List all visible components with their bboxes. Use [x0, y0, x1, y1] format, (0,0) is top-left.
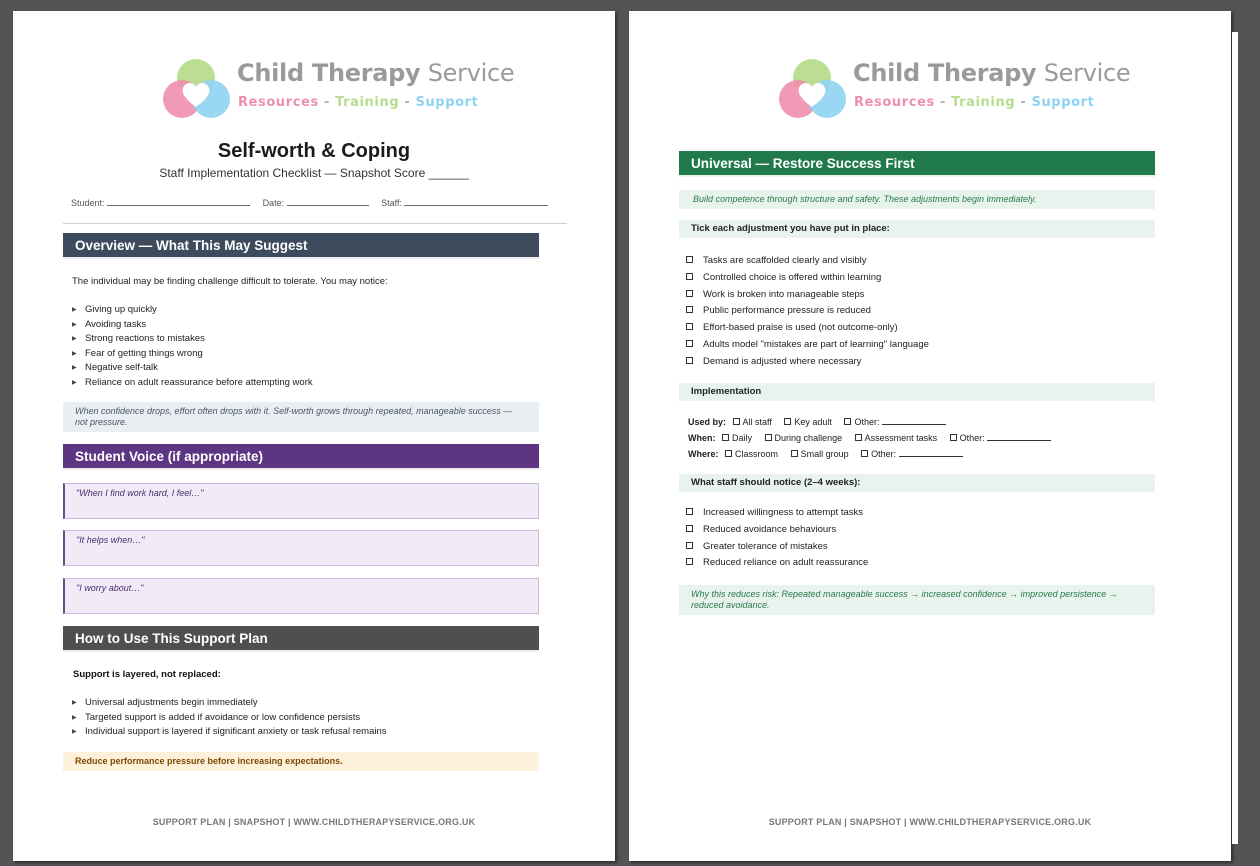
checkbox-icon[interactable] — [686, 357, 693, 364]
implementation-label: Implementation — [679, 383, 1155, 401]
list-item: ▶ Avoiding tasks — [72, 318, 313, 333]
document-page-1 — [13, 11, 615, 861]
voice-prompt-box[interactable]: "I worry about…" — [63, 578, 539, 614]
where-row — [688, 449, 973, 459]
bullet-icon: ▶ — [72, 365, 77, 371]
checkbox-icon[interactable] — [686, 542, 693, 549]
checkbox-icon[interactable] — [765, 434, 772, 441]
overview-heading: Overview — What This May Suggest — [63, 233, 539, 259]
checklist-item[interactable]: Reduced reliance on adult reassurance — [686, 555, 868, 572]
bullet-icon: ▶ — [72, 350, 77, 357]
checkbox-icon[interactable] — [686, 256, 693, 263]
option-all-staff[interactable]: All staff — [733, 417, 772, 427]
list-item: ▶ Giving up quickly — [72, 303, 313, 318]
brand-logo — [777, 55, 1131, 121]
checkbox-icon[interactable] — [686, 273, 693, 280]
page-footer: SUPPORT PLAN | SNAPSHOT | WWW.CHILDTHERAPYSERVICE.ORG.UK — [152, 817, 476, 827]
heart-circles-icon — [777, 55, 847, 121]
checkbox-icon[interactable] — [686, 323, 693, 330]
date-field[interactable] — [287, 197, 369, 206]
checklist-item[interactable]: Adults model "mistakes are part of learning" language — [686, 337, 929, 354]
checkbox-icon[interactable] — [686, 525, 693, 532]
overview-intro: The individual may be finding challenge difficult to tolerate. You may notice: — [72, 276, 388, 287]
other-field[interactable] — [987, 433, 1051, 441]
page-footer: SUPPORT PLAN | SNAPSHOT | WWW.CHILDTHERAPYSERVICE.ORG.UK — [768, 817, 1092, 827]
list-item: ▶ Negative self-talk — [72, 361, 313, 376]
brand-tagline: Resources - Training - Support — [854, 95, 1095, 110]
brand-title: Child Therapy Service — [237, 59, 515, 87]
risk-note: Why this reduces risk: Repeated manageable success → increased confidence → improved persistence → reduced avoidance. — [679, 585, 1155, 615]
option-daily[interactable]: Daily — [722, 433, 752, 443]
list-item: ▶ Reliance on adult reassurance before attempting work — [72, 376, 313, 391]
checklist-item[interactable]: Effort-based praise is used (not outcome-only) — [686, 320, 929, 337]
brand-tagline: Resources - Training - Support — [238, 95, 479, 110]
checklist-item[interactable]: Demand is adjusted where necessary — [686, 354, 929, 371]
next-page-edge — [1232, 32, 1238, 844]
option-during-challenge[interactable]: During challenge — [765, 433, 843, 443]
notice-checklist — [686, 505, 868, 572]
notice-label: What staff should notice (2–4 weeks): — [679, 474, 1155, 492]
meta-fields — [71, 197, 558, 208]
staff-label: Staff: — [381, 198, 402, 208]
option-other[interactable]: Other: — [861, 449, 963, 459]
checkbox-icon[interactable] — [784, 418, 791, 425]
checkbox-icon[interactable] — [791, 450, 798, 457]
bullet-icon: ▶ — [72, 714, 77, 721]
where-label: Where: — [688, 449, 719, 459]
option-key-adult[interactable]: Key adult — [784, 417, 832, 427]
other-field[interactable] — [899, 449, 963, 457]
checkbox-icon[interactable] — [844, 418, 851, 425]
used-by-label: Used by: — [688, 417, 727, 427]
list-item: ▶ Individual support is layered if significant anxiety or task refusal remains — [72, 725, 387, 740]
student-field[interactable] — [107, 197, 250, 206]
student-voice-heading: Student Voice (if appropriate) — [63, 444, 539, 470]
option-small-group[interactable]: Small group — [791, 449, 849, 459]
when-row — [688, 433, 1061, 443]
document-subtitle: Staff Implementation Checklist — Snapshot Score ______ — [159, 166, 469, 180]
how-to-note: Reduce performance pressure before increasing expectations. — [63, 752, 539, 771]
bullet-icon: ▶ — [72, 700, 77, 706]
used-by-row — [688, 417, 956, 427]
adjustments-checklist — [686, 253, 929, 371]
checklist-item[interactable]: Tasks are scaffolded clearly and visibly — [686, 253, 929, 270]
checkbox-icon[interactable] — [733, 418, 740, 425]
divider — [63, 223, 567, 224]
checkbox-icon[interactable] — [722, 434, 729, 441]
checkbox-icon[interactable] — [725, 450, 732, 457]
checkbox-icon[interactable] — [861, 450, 868, 457]
how-to-list — [72, 696, 387, 740]
checkbox-icon[interactable] — [686, 508, 693, 515]
tick-label: Tick each adjustment you have put in place: — [679, 220, 1155, 238]
checklist-item[interactable]: Controlled choice is offered within learning — [686, 270, 929, 287]
date-label: Date: — [262, 198, 285, 208]
checkbox-icon[interactable] — [686, 558, 693, 565]
universal-intro-note: Build competence through structure and safety. These adjustments begin immediately. — [679, 190, 1155, 209]
document-page-2 — [629, 11, 1231, 861]
bullet-icon: ▶ — [72, 729, 77, 735]
list-item: ▶ Strong reactions to mistakes — [72, 332, 313, 347]
how-to-heading: How to Use This Support Plan — [63, 626, 539, 652]
brand-logo — [161, 55, 515, 121]
option-other[interactable]: Other: — [844, 417, 946, 427]
checklist-item[interactable]: Reduced avoidance behaviours — [686, 522, 868, 539]
checkbox-icon[interactable] — [855, 434, 862, 441]
other-field[interactable] — [882, 417, 946, 425]
checkbox-icon[interactable] — [686, 340, 693, 347]
heart-circles-icon — [161, 55, 231, 121]
option-assessment-tasks[interactable]: Assessment tasks — [855, 433, 938, 443]
bullet-icon: ▶ — [72, 307, 77, 313]
list-item: ▶ Universal adjustments begin immediately — [72, 696, 387, 711]
list-item: ▶ Fear of getting things wrong — [72, 347, 313, 362]
student-label: Student: — [71, 198, 105, 208]
option-other[interactable]: Other: — [950, 433, 1052, 443]
overview-list — [72, 303, 313, 390]
bullet-icon: ▶ — [72, 379, 77, 386]
checkbox-icon[interactable] — [686, 306, 693, 313]
option-classroom[interactable]: Classroom — [725, 449, 778, 459]
when-label: When: — [688, 433, 716, 443]
list-item: ▶ Targeted support is added if avoidance or low confidence persists — [72, 711, 387, 726]
checklist-item[interactable]: Increased willingness to attempt tasks — [686, 505, 868, 522]
bullet-icon: ▶ — [72, 321, 77, 328]
universal-heading: Universal — Restore Success First — [679, 151, 1155, 177]
bullet-icon: ▶ — [72, 336, 77, 342]
how-to-lead: Support is layered, not replaced: — [73, 669, 221, 680]
checkbox-icon[interactable] — [686, 290, 693, 297]
staff-field[interactable] — [404, 197, 548, 206]
checklist-item[interactable]: Work is broken into manageable steps — [686, 287, 929, 304]
checkbox-icon[interactable] — [950, 434, 957, 441]
checklist-item[interactable]: Public performance pressure is reduced — [686, 303, 929, 320]
brand-title: Child Therapy Service — [853, 59, 1131, 87]
checklist-item[interactable]: Greater tolerance of mistakes — [686, 539, 868, 556]
voice-prompt-box[interactable]: "When I find work hard, I feel…" — [63, 483, 539, 519]
overview-note: When confidence drops, effort often drops with it. Self-worth grows through repeated, manageable success — not pressure. — [63, 402, 539, 432]
document-title: Self-worth & Coping — [217, 140, 411, 162]
voice-prompt-box[interactable]: "It helps when…" — [63, 530, 539, 566]
